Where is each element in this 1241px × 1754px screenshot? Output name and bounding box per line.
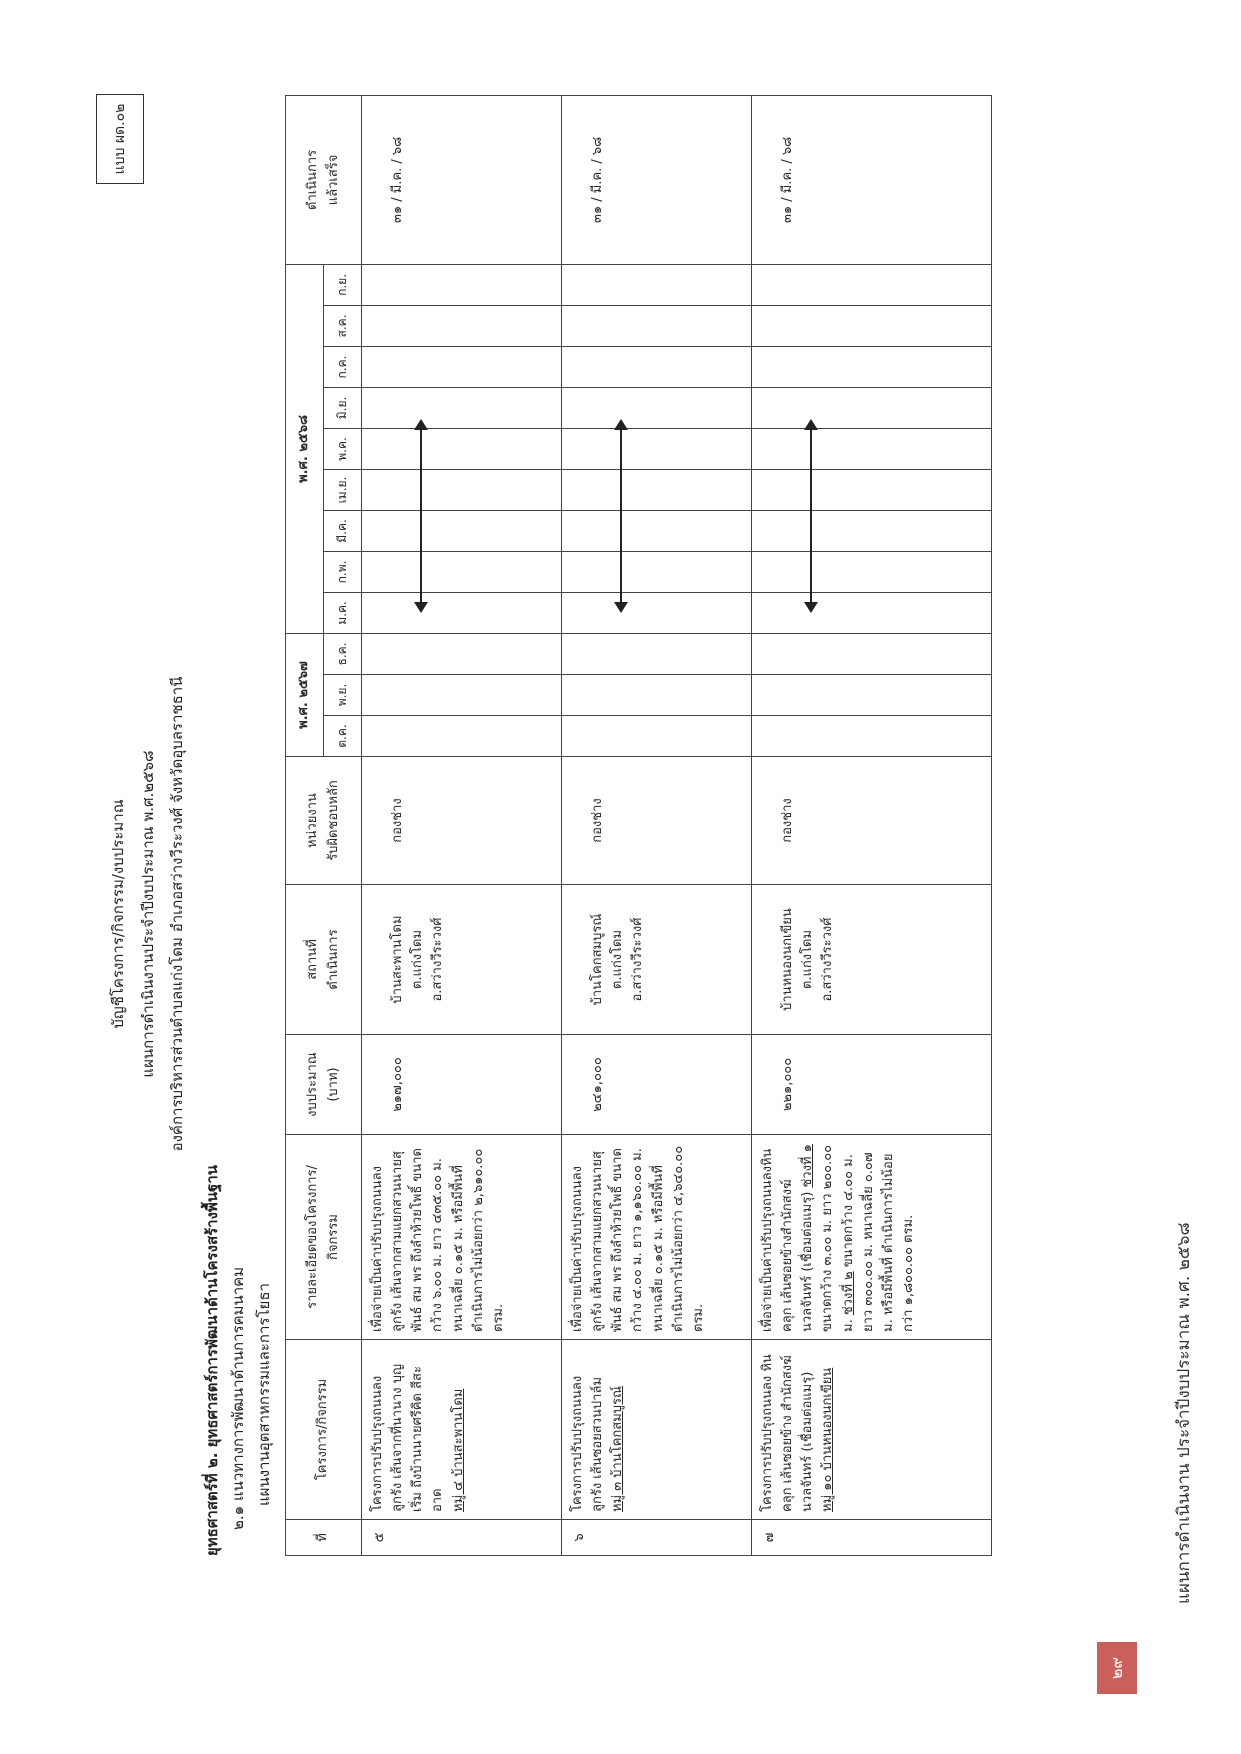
month-cell: [562, 675, 752, 716]
detail-text: ขนาดกว้าง ๔.๐๐ ม. ยาว ๓๐๐.๐๐ ม. หนาเฉลี่ย ๐.๐๗ ม. หรือมีพื้นที่ ดำเนินการไม่น้อยกว่า ๑,๘๐๐.๐๐ ตรม.: [840, 1152, 916, 1332]
project-cell: [562, 1340, 752, 1520]
header-budget: [286, 1035, 362, 1135]
month-cell: [562, 428, 752, 469]
detail-cell: [752, 1135, 992, 1340]
budget-cell: ๒๑๗,๐๐๐: [362, 1035, 562, 1135]
month-cell: [752, 592, 992, 633]
month-cell: [362, 510, 562, 551]
month-cell: [562, 469, 752, 510]
unit-cell: กองช่าง: [562, 757, 752, 885]
month-cell: [362, 264, 562, 305]
month-header: ก.พ.: [324, 551, 362, 592]
detail-cell: เพื่อจ่ายเป็นค่าปรับปรุงถนนลงลูกรัง เส้นจากสามแยกสวนนายสุพันธ์ สม พร ถึงลำห้วยโพธิ์ ขนาดกว้าง ๔.๐๐ ม. ยาว ๑,๑๖๐.๐๐ ม. หนาเฉลี่ย ๐.๑๕ ม. หรือมีพื้นที่ดำเนินการไม่น้อยกว่า ๔,๖๔๐.๐๐ ตรม.: [562, 1135, 752, 1340]
month-cell: [752, 551, 992, 592]
detail-text: ขนาดกว้าง ๓.๐๐ ม. ยาว ๒๐๐.๐๐ ม.: [820, 1144, 856, 1332]
form-code-box: แบบ ผด.๐๒: [96, 94, 144, 184]
month-header: เม.ย.: [324, 469, 362, 510]
guideline-heading: ๒.๑ แนวทางการพัฒนาด้านการคมนาคม: [229, 1266, 247, 1530]
header-year-2568: พ.ศ. ๒๕๖๘: [286, 264, 324, 633]
month-header: มี.ค.: [324, 510, 362, 551]
done-cell: ๓๑ / มี.ค. / ๖๘: [752, 95, 992, 264]
detail-text: เพื่อจ่ายเป็นค่าปรับปรุงถนนลงหินคลุก เส้นซอยข้างสำนักสงฆ์นวลจันทร์ (เชื่อมต่อแมรุ): [760, 1148, 816, 1332]
month-header: พ.ย.: [324, 675, 362, 716]
month-cell: [752, 264, 992, 305]
detail-cell: เพื่อจ่ายเป็นค่าปรับปรุงถนนลงลูกรัง เส้นจากสามแยกสวนนายสุพันธ์ สม พร ถึงลำห้วยโพธิ์ ขนาดกว้าง ๖.๐๐ ม. ยาว ๔๓๕.๐๐ ม. หนาเฉลี่ย ๐.๑๕ ม. หรือมีพื้นที่ดำเนินการไม่น้อยกว่า ๒,๖๑๐.๐๐ ตรม.: [362, 1135, 562, 1340]
place-cell: [362, 885, 562, 1035]
schedule-arrow: [620, 421, 622, 611]
month-header: ต.ค.: [324, 716, 362, 757]
month-cell: [362, 592, 562, 633]
month-cell: [562, 592, 752, 633]
done-cell: ๓๑ / มี.ค. / ๖๘: [562, 95, 752, 264]
header-place: [286, 885, 362, 1035]
month-cell: [752, 510, 992, 551]
schedule-arrow: [810, 421, 812, 611]
month-cell: [362, 428, 562, 469]
project-village: หมู่ ๔ บ้านสะพานโดม: [450, 1388, 466, 1512]
month-cell: [562, 716, 752, 757]
project-name: โครงการปรับปรุงถนนลง ลูกรัง เส้นซอยสวนปาล์ม: [570, 1375, 606, 1512]
done-cell: ๓๑ / มี.ค. / ๖๘: [362, 95, 562, 264]
header-project: โครงการ/กิจกรรม: [286, 1340, 362, 1520]
month-cell: [362, 551, 562, 592]
month-header: มิ.ย.: [324, 387, 362, 428]
month-cell: [752, 469, 992, 510]
project-village: หมู่ ๓ บ้านโคกสมบูรณ์: [610, 1385, 626, 1512]
header-unit-line1: หน่วยงาน: [305, 793, 321, 848]
month-header: ม.ค.: [324, 592, 362, 633]
header-no: ที่: [286, 1520, 362, 1556]
header-year-2567: พ.ศ. ๒๕๖๗: [286, 633, 324, 756]
page-number-badge: ๒๙: [1097, 1642, 1137, 1694]
project-cell: [752, 1340, 992, 1520]
header-detail: [286, 1135, 362, 1340]
place-line: ต.แก่งโดม: [610, 929, 626, 990]
header-place-line2: ดำเนินการ: [325, 929, 341, 990]
header-budget-line1: งบประมาณ: [305, 1052, 321, 1117]
month-cell: [562, 633, 752, 674]
schedule-arrow: [420, 421, 422, 611]
month-cell: [562, 387, 752, 428]
project-name: โครงการปรับปรุงถนนลง หินคลุก เส้นซอยข้าง สำนักสงฆ์นวลจันทร์ (เชื่อมต่อแมรุ): [760, 1354, 816, 1512]
month-header: ก.ย.: [324, 264, 362, 305]
header-done-line2: แล้วเสร็จ: [325, 154, 341, 206]
page-footer: แผนการดำเนินงาน ประจำปีงบประมาณ พ.ศ. ๒๕๖๘: [1174, 1222, 1194, 1604]
doc-title: บัญชีโครงการ/กิจกรรม/งบประมาณ: [109, 799, 127, 1029]
place-cell: [562, 885, 752, 1035]
doc-subtitle: แผนการดำเนินงานประจำปีงบประมาณ พ.ศ.๒๕๖๘: [139, 750, 157, 1078]
month-header: ส.ค.: [324, 305, 362, 346]
month-cell: [752, 633, 992, 674]
row-no: ๕: [362, 1520, 562, 1556]
row-no: ๖: [562, 1520, 752, 1556]
table-row: [752, 95, 992, 1555]
table-row: [562, 95, 752, 1555]
month-cell: [562, 346, 752, 387]
unit-cell: กองช่าง: [362, 757, 562, 885]
header-unit-line2: รับผิดชอบหลัก: [325, 780, 341, 861]
month-cell: [562, 510, 752, 551]
place-cell: [752, 885, 992, 1035]
month-cell: [752, 346, 992, 387]
project-name: โครงการปรับปรุงถนนลง ลูกรัง เส้นจากที่นานาง บุญเริ่ม ถึงบ้านนายศรีคิด สีสะอาด: [370, 1363, 446, 1512]
project-village: หมู่ ๑๐ บ้านหนองนกเขียน: [820, 1367, 836, 1512]
strategy-heading: ยุทธศาสตร์ที่ ๒. ยุทธศาสตร์การพัฒนาด้านโครงสร้างพื้นฐาน: [203, 1165, 221, 1556]
month-header: ก.ค.: [324, 346, 362, 387]
month-cell: [562, 264, 752, 305]
month-header: ธ.ค.: [324, 633, 362, 674]
row-no: ๗: [752, 1520, 992, 1556]
budget-cell: ๒๒๑,๐๐๐: [752, 1035, 992, 1135]
header-detail-line1: รายละเอียดของโครงการ/: [305, 1165, 321, 1309]
month-cell: [362, 675, 562, 716]
month-cell: [362, 305, 562, 346]
header-done-line1: ดำเนินการ: [305, 149, 321, 210]
place-line: อ.สว่างวีระวงศ์: [430, 917, 446, 1002]
place-line: ต.แก่งโดม: [800, 929, 816, 990]
header-budget-line2: (บาท): [325, 1067, 341, 1102]
month-cell: [752, 387, 992, 428]
place-line: อ.สว่างวีระวงศ์: [630, 917, 646, 1002]
header-detail-line2: กิจกรรม: [325, 1214, 341, 1260]
month-cell: [362, 469, 562, 510]
month-cell: [362, 633, 562, 674]
place-line: บ้านโคกสมบูรณ์: [590, 913, 605, 1006]
doc-org: องค์การบริหารส่วนตำบลแก่งโดม อำเภอสว่างวีระวงศ์ จังหวัดอุบลราชธานี: [168, 676, 186, 1152]
detail-section-1: ช่วงที่ ๑: [800, 1144, 816, 1188]
budget-cell: ๒๔๑,๐๐๐: [562, 1035, 752, 1135]
place-line: ต.แก่งโดม: [410, 929, 426, 990]
plan-heading: แผนงานอุตสาหกรรมและการโยธา: [255, 1283, 273, 1506]
table-row: [362, 95, 562, 1555]
month-cell: [752, 716, 992, 757]
month-cell: [752, 675, 992, 716]
project-table: [285, 95, 992, 1556]
month-cell: [562, 305, 752, 346]
place-line: อ.สว่างวีระวงศ์: [820, 917, 836, 1002]
month-header: พ.ค.: [324, 428, 362, 469]
header-unit: [286, 757, 362, 885]
month-cell: [362, 346, 562, 387]
month-cell: [562, 551, 752, 592]
month-cell: [752, 305, 992, 346]
detail-section-2: ช่วงที่ ๒: [840, 1271, 856, 1316]
header-place-line1: สถานที่: [305, 939, 321, 980]
header-done: [286, 95, 362, 264]
month-cell: [362, 387, 562, 428]
month-cell: [362, 716, 562, 757]
place-line: บ้านสะพานโดม: [390, 915, 405, 1004]
unit-cell: กองช่าง: [752, 757, 992, 885]
place-line: บ้านหนองนกเขียน: [780, 908, 795, 1011]
project-cell: [362, 1340, 562, 1520]
month-cell: [752, 428, 992, 469]
